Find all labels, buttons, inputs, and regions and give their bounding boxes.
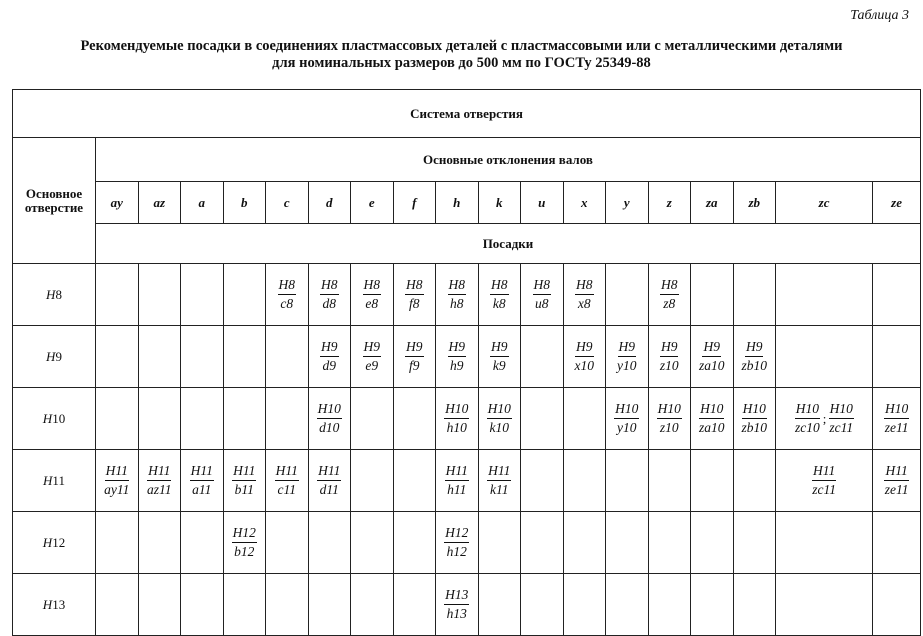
fit-cell-ay: [96, 264, 139, 326]
fit-cell-u: [521, 512, 564, 574]
fit-shaft-tolerance: ay11: [104, 482, 130, 497]
hole-label: H11: [13, 450, 96, 512]
fit-hole-tolerance: H12: [444, 525, 469, 543]
fit-shaft-tolerance: y10: [617, 358, 637, 373]
fits-header-row: [13, 224, 921, 264]
fit-fraction: [616, 339, 638, 374]
fit-shaft-tolerance: x8: [577, 296, 591, 311]
fit-shaft-tolerance: za10: [698, 358, 725, 373]
fit-shaft-tolerance: ze11: [884, 482, 909, 497]
fit-cell-a: [181, 326, 224, 388]
fit-cell-za: [691, 450, 734, 512]
fit-shaft-tolerance: zc11: [812, 482, 836, 497]
fit-cell-b: [223, 388, 266, 450]
fit-cell-az: [138, 264, 181, 326]
fit-hole-tolerance: H9: [660, 339, 679, 357]
system-header-row: [13, 90, 921, 138]
fit-hole-tolerance: H11: [232, 463, 256, 481]
fit-cell-k: [478, 326, 521, 388]
fit-cell-u: [521, 326, 564, 388]
fit-cell-y: [606, 574, 649, 636]
deviation-a: a: [181, 182, 224, 224]
fit-cell-z: [648, 264, 691, 326]
deviation-zb: zb: [733, 182, 776, 224]
deviation-az: az: [138, 182, 181, 224]
fit-fraction: [448, 277, 467, 312]
fit-hole-tolerance: H9: [575, 339, 594, 357]
fit-hole-tolerance: H11: [190, 463, 214, 481]
fit-shaft-tolerance: b12: [234, 544, 255, 559]
fit-hole-tolerance: H10: [829, 401, 854, 419]
fit-cell-zc: [776, 326, 873, 388]
fit-cell-ay: [96, 574, 139, 636]
fit-shaft-tolerance: k9: [492, 358, 506, 373]
fit-shaft-tolerance: y10: [617, 420, 637, 435]
fit-cell-d: [308, 450, 351, 512]
deviation-c: c: [266, 182, 309, 224]
fit-cell-u: [521, 388, 564, 450]
deviation-letters-row: [13, 182, 921, 224]
fit-shaft-tolerance: za10: [698, 420, 725, 435]
fit-fraction: [487, 463, 511, 498]
fit-cell-c: [266, 512, 309, 574]
fit-shaft-tolerance: e9: [365, 358, 379, 373]
fit-cell-f: [393, 264, 436, 326]
fit-cell-zb: [733, 574, 776, 636]
fit-cell-x: [563, 388, 606, 450]
hole-label: H9: [13, 326, 96, 388]
fit-hole-tolerance: H11: [147, 463, 171, 481]
fit-cell-y: [606, 388, 649, 450]
fit-cell-ze: [873, 388, 921, 450]
fit-cell-a: [181, 574, 224, 636]
deviation-k: k: [478, 182, 521, 224]
fit-fraction: [614, 401, 639, 436]
deviation-e: e: [351, 182, 394, 224]
fit-hole-tolerance: H11: [445, 463, 469, 481]
fit-hole-tolerance: H10: [795, 401, 820, 419]
fit-hole-tolerance: H8: [490, 277, 509, 295]
fit-shaft-tolerance: h9: [450, 358, 464, 373]
fit-fraction: [574, 339, 596, 374]
fit-fraction: [278, 277, 297, 312]
fit-cell-f: [393, 450, 436, 512]
fit-cell-d: [308, 326, 351, 388]
fit-row-h13: [13, 574, 921, 636]
fit-hole-tolerance: H10: [614, 401, 639, 419]
fit-fraction: [884, 463, 910, 498]
fit-cell-y: [606, 450, 649, 512]
fit-cell-e: [351, 512, 394, 574]
fit-hole-tolerance: H9: [320, 339, 339, 357]
fit-cell-za: [691, 574, 734, 636]
fit-cell-ay: [96, 326, 139, 388]
fit-row-h8: [13, 264, 921, 326]
fit-cell-b: [223, 264, 266, 326]
fit-hole-tolerance: H13: [444, 587, 469, 605]
fit-hole-tolerance: H9: [618, 339, 637, 357]
fit-cell-h: [436, 264, 479, 326]
fit-shaft-tolerance: z10: [659, 420, 679, 435]
fit-hole-tolerance: H9: [448, 339, 467, 357]
fit-fraction: [884, 401, 910, 436]
fit-shaft-tolerance: c11: [277, 482, 296, 497]
fit-shaft-tolerance: d10: [319, 420, 340, 435]
fit-shaft-tolerance: x10: [574, 358, 594, 373]
fit-fraction: [232, 525, 257, 560]
hole-label: H10: [13, 388, 96, 450]
fit-cell-b: [223, 574, 266, 636]
fit-cell-z: [648, 512, 691, 574]
fit-cell-k: [478, 512, 521, 574]
fit-hole-tolerance: H11: [884, 463, 908, 481]
fit-row-h11: [13, 450, 921, 512]
fit-fraction: [363, 339, 382, 374]
fit-fraction: [320, 277, 339, 312]
deviation-ay: ay: [96, 182, 139, 224]
fit-cell-y: [606, 264, 649, 326]
fit-cell-a: [181, 264, 224, 326]
fit-hole-tolerance: H8: [320, 277, 339, 295]
fit-cell-f: [393, 388, 436, 450]
title-line-1: Рекомендуемые посадки в соединениях пластмассовых деталей с пластмассовыми или с металлическими деталями: [80, 38, 843, 54]
fit-shaft-tolerance: d11: [319, 482, 339, 497]
fit-cell-ze: [873, 574, 921, 636]
fit-shaft-tolerance: h11: [447, 482, 467, 497]
fit-cell-az: [138, 574, 181, 636]
fit-cell-k: [478, 264, 521, 326]
fit-cell-zb: [733, 326, 776, 388]
fit-cell-zc: [776, 512, 873, 574]
fit-shaft-tolerance: u8: [535, 296, 549, 311]
deviation-y: y: [606, 182, 649, 224]
fit-fraction: [490, 277, 509, 312]
fit-hole-tolerance: H11: [105, 463, 129, 481]
fit-cell-x: [563, 574, 606, 636]
fit-fraction: [232, 463, 256, 498]
fit-cell-e: [351, 326, 394, 388]
fit-cell-h: [436, 326, 479, 388]
fit-cell-z: [648, 326, 691, 388]
fit-shaft-tolerance: h10: [446, 420, 467, 435]
fit-hole-tolerance: H8: [575, 277, 594, 295]
fit-cell-ay: [96, 512, 139, 574]
hole-label: H12: [13, 512, 96, 574]
fit-cell-c: [266, 264, 309, 326]
fit-cell-a: [181, 512, 224, 574]
fit-fraction: [444, 587, 469, 622]
fit-row-h10: [13, 388, 921, 450]
fit-fraction: [657, 401, 682, 436]
fit-cell-za: [691, 388, 734, 450]
fit-cell-zb: [733, 264, 776, 326]
fit-cell-zb: [733, 512, 776, 574]
fit-fraction: [320, 339, 339, 374]
fit-shaft-tolerance: az11: [146, 482, 172, 497]
fit-fraction: [317, 463, 341, 498]
fit-cell-c: [266, 326, 309, 388]
fit-fraction: [405, 277, 424, 312]
fit-fraction: [444, 525, 469, 560]
fit-fraction: [444, 401, 469, 436]
fit-hole-tolerance: H10: [317, 401, 342, 419]
fit-fraction: [190, 463, 214, 498]
fit-cell-c: [266, 450, 309, 512]
fit-cell-h: [436, 574, 479, 636]
fit-cell-az: [138, 388, 181, 450]
fits-header: Посадки: [96, 224, 921, 264]
fit-cell-zc: [776, 450, 873, 512]
fit-shaft-tolerance: k10: [489, 420, 509, 435]
fit-hole-tolerance: H8: [278, 277, 297, 295]
fit-hole-tolerance: H11: [317, 463, 341, 481]
fit-cell-zb: [733, 388, 776, 450]
fit-cell-d: [308, 388, 351, 450]
fit-cell-za: [691, 326, 734, 388]
deviation-z: z: [648, 182, 691, 224]
fit-cell-c: [266, 388, 309, 450]
fit-shaft-tolerance: zc10: [795, 420, 820, 435]
fit-shaft-tolerance: k11: [490, 482, 509, 497]
fit-cell-f: [393, 512, 436, 574]
fit-cell-zb: [733, 450, 776, 512]
fit-hole-tolerance: H8: [533, 277, 552, 295]
fit-fraction: [363, 277, 382, 312]
fit-fraction: [405, 339, 424, 374]
fit-hole-tolerance: H8: [660, 277, 679, 295]
fit-shaft-tolerance: d8: [322, 296, 336, 311]
fit-cell-k: [478, 388, 521, 450]
fit-cell-ze: [873, 264, 921, 326]
fit-fraction: [740, 401, 768, 436]
fit-cell-u: [521, 574, 564, 636]
fit-shaft-tolerance: ze11: [884, 420, 909, 435]
table-number-label: Таблица 3: [850, 8, 909, 23]
hole-label: H8: [13, 264, 96, 326]
fit-cell-e: [351, 388, 394, 450]
basic-hole-header: Основное отверстие: [13, 138, 96, 264]
fit-cell-x: [563, 512, 606, 574]
fit-cell-u: [521, 264, 564, 326]
fit-cell-d: [308, 512, 351, 574]
fit-shaft-tolerance: d9: [322, 358, 336, 373]
document-title: [0, 38, 923, 72]
fit-shaft-tolerance: zb10: [741, 358, 767, 373]
fit-cell-d: [308, 264, 351, 326]
fit-cell-z: [648, 388, 691, 450]
fit-cell-zc: [776, 388, 873, 450]
fit-hole-tolerance: H9: [405, 339, 424, 357]
fit-fraction: [828, 401, 854, 436]
fit-fraction: [317, 401, 342, 436]
fit-cell-ay: [96, 450, 139, 512]
fit-fraction: [448, 339, 467, 374]
fit-shaft-tolerance: k8: [492, 296, 506, 311]
fit-shaft-tolerance: zc11: [829, 420, 854, 435]
title-line-2: для номинальных размеров до 500 мм по ГОСТу 25349-88: [272, 55, 651, 71]
fit-cell-zc: [776, 264, 873, 326]
fit-fraction: [659, 339, 680, 374]
fit-cell-ze: [873, 512, 921, 574]
fit-hole-tolerance: H10: [487, 401, 512, 419]
fit-shaft-tolerance: f9: [408, 358, 420, 373]
fit-fraction: [275, 463, 299, 498]
fit-cell-b: [223, 512, 266, 574]
fit-shaft-tolerance: c8: [280, 296, 294, 311]
deviation-header-row: [13, 138, 921, 182]
shaft-deviations-header: Основные отклонения валов: [96, 138, 921, 182]
fit-shaft-tolerance: b11: [234, 482, 254, 497]
fit-shaft-tolerance: z10: [659, 358, 679, 373]
system-header: Система отверстия: [13, 90, 921, 138]
fit-hole-tolerance: H11: [487, 463, 511, 481]
fit-cell-h: [436, 450, 479, 512]
fit-hole-tolerance: H10: [884, 401, 909, 419]
fit-shaft-tolerance: f8: [408, 296, 420, 311]
fit-separator: ;: [822, 410, 827, 426]
fit-cell-b: [223, 326, 266, 388]
fit-shaft-tolerance: e8: [365, 296, 379, 311]
fit-shaft-tolerance: h12: [446, 544, 467, 559]
fit-hole-tolerance: H9: [702, 339, 721, 357]
fit-fraction: [660, 277, 679, 312]
fit-hole-tolerance: H8: [363, 277, 382, 295]
fit-shaft-tolerance: a11: [192, 482, 212, 497]
fit-row-h12: [13, 512, 921, 574]
fit-cell-k: [478, 450, 521, 512]
fit-hole-tolerance: H10: [742, 401, 767, 419]
hole-label: H13: [13, 574, 96, 636]
fit-cell-f: [393, 574, 436, 636]
fit-cell-c: [266, 574, 309, 636]
fit-fraction: [103, 463, 130, 498]
fit-hole-tolerance: H9: [490, 339, 509, 357]
fit-cell-ze: [873, 326, 921, 388]
fit-hole-tolerance: H10: [657, 401, 682, 419]
fit-cell-d: [308, 574, 351, 636]
fit-cell-x: [563, 264, 606, 326]
fit-hole-tolerance: H9: [745, 339, 764, 357]
fit-cell-z: [648, 450, 691, 512]
fit-cell-za: [691, 512, 734, 574]
fit-fraction: [146, 463, 173, 498]
deviation-h: h: [436, 182, 479, 224]
fit-shaft-tolerance: h8: [450, 296, 464, 311]
fit-hole-tolerance: H8: [448, 277, 467, 295]
fit-cell-zc: [776, 574, 873, 636]
fit-row-h9: [13, 326, 921, 388]
fit-cell-e: [351, 574, 394, 636]
fit-cell-az: [138, 512, 181, 574]
fit-fraction: [487, 401, 512, 436]
fit-hole-tolerance: H8: [405, 277, 424, 295]
fit-fraction: [533, 277, 552, 312]
fit-cell-b: [223, 450, 266, 512]
fit-fraction: [740, 339, 768, 374]
fit-shaft-tolerance: h13: [446, 606, 467, 621]
deviation-u: u: [521, 182, 564, 224]
fit-cell-y: [606, 326, 649, 388]
fit-cell-a: [181, 450, 224, 512]
deviation-f: f: [393, 182, 436, 224]
fit-fraction: [811, 463, 837, 498]
fit-cell-ay: [96, 388, 139, 450]
fit-cell-e: [351, 450, 394, 512]
fit-cell-x: [563, 450, 606, 512]
fit-fraction: [698, 401, 726, 436]
fit-hole-tolerance: H11: [275, 463, 299, 481]
fit-hole-tolerance: H10: [699, 401, 724, 419]
fit-cell-a: [181, 388, 224, 450]
fit-shaft-tolerance: z8: [663, 296, 676, 311]
fit-cell-za: [691, 264, 734, 326]
fit-cell-x: [563, 326, 606, 388]
deviation-zc: zc: [776, 182, 873, 224]
deviation-x: x: [563, 182, 606, 224]
fit-cell-ze: [873, 450, 921, 512]
fit-cell-e: [351, 264, 394, 326]
fit-fraction: [698, 339, 726, 374]
fit-hole-tolerance: H11: [812, 463, 836, 481]
fit-cell-k: [478, 574, 521, 636]
fit-hole-tolerance: H12: [232, 525, 257, 543]
fit-fraction: [794, 401, 821, 436]
fit-hole-tolerance: H10: [444, 401, 469, 419]
fit-cell-z: [648, 574, 691, 636]
fit-cell-az: [138, 450, 181, 512]
fit-fraction: [490, 339, 509, 374]
fit-fraction: [445, 463, 469, 498]
fit-cell-u: [521, 450, 564, 512]
fit-cell-y: [606, 512, 649, 574]
fit-fraction: [575, 277, 594, 312]
deviation-ze: ze: [873, 182, 921, 224]
fit-cell-az: [138, 326, 181, 388]
fit-hole-tolerance: H9: [363, 339, 382, 357]
fits-table: [12, 89, 921, 636]
deviation-za: za: [691, 182, 734, 224]
fit-cell-f: [393, 326, 436, 388]
fit-cell-h: [436, 512, 479, 574]
fit-cell-h: [436, 388, 479, 450]
deviation-d: d: [308, 182, 351, 224]
fit-shaft-tolerance: zb10: [741, 420, 767, 435]
deviation-b: b: [223, 182, 266, 224]
